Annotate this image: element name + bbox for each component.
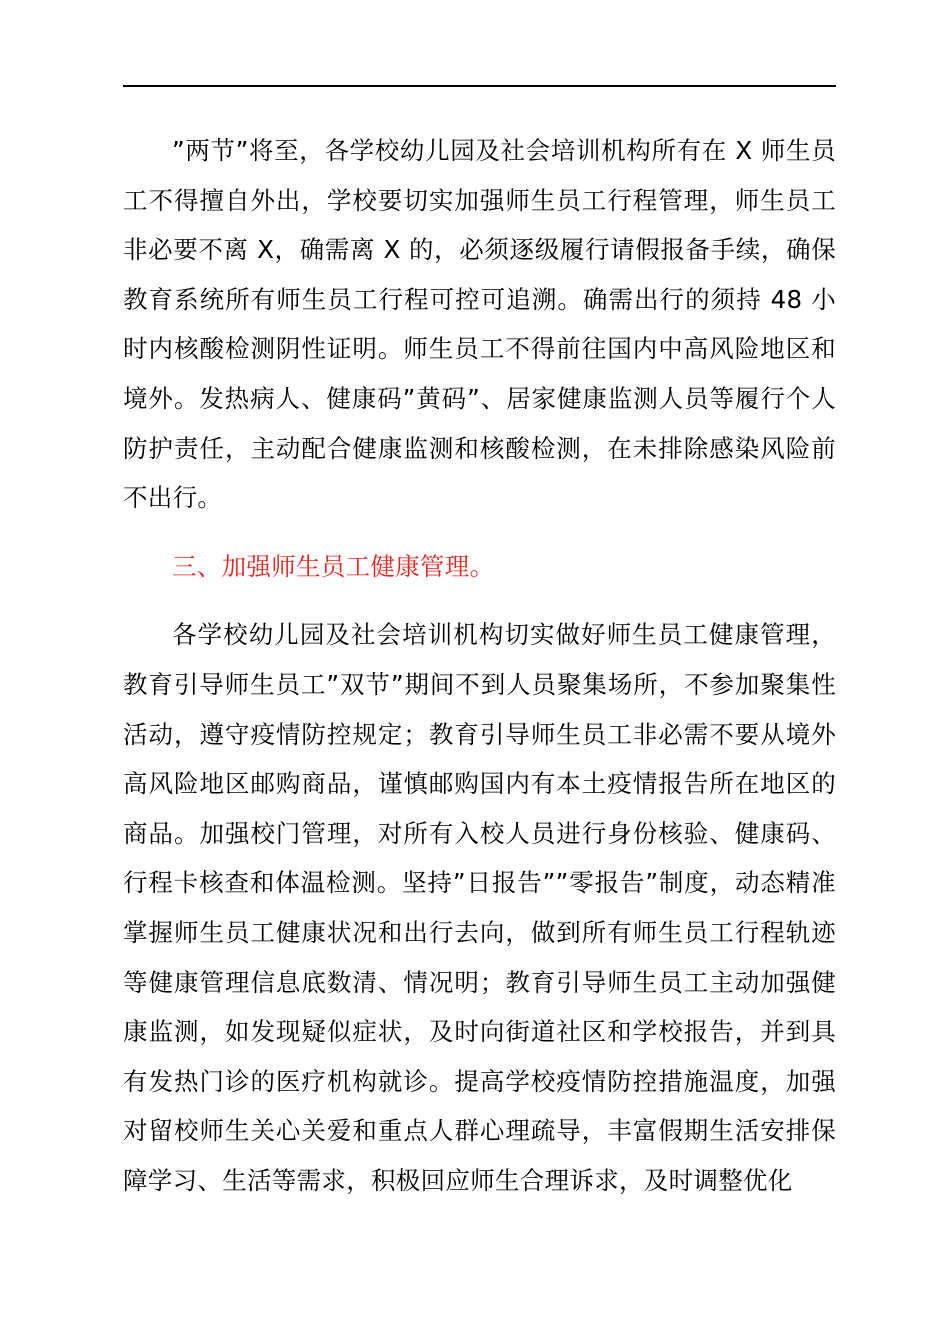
body-paragraph-2: 各学校幼儿园及社会培训机构切实做好师生员工健康管理，教育引导师生员工”双节”期间不到人员聚集场所，不参加聚集性活动，遵守疫情防控规定；教育引导师生员工非必需不要从境外高风险地区邮购商品，谨慎邮购国内有本土疫情报告所在地区的商品。加强校门管理，对所有入校人员进行身份核验、健康码、行程卡核查和体温检测。坚持”日报告””零报告”制度，动态精准掌握师生员工健康状况和出行去向，做到所有师生员工行程轨迹等健康管理信息底数清、情况明；教育引导师生员工主动加强健康监测，如发现疑似症状，及时向街道社区和学校报告，并到具有发热门诊的医疗机构就诊。提高学校疫情防控措施温度，加强对留校师生关心关爱和重点人群心理疏导，丰富假期生活安排保障学习、生活等需求，积极回应师生合理诉求，及时调整优化 xyxy=(123,620,836,1195)
body-paragraph-1: ”两节”将至，各学校幼儿园及社会培训机构所有在 X 师生员工不得擅自外出，学校要切实加强师生员工行程管理，师生员工非必要不离 X，确需离 X 的，必须逐级履行请假报备手续，确保教育系统所有师生员工行程可控可追溯。确需出行的须持 48 小时内核酸检测阴性证明。师生员工不得前往国内中高风险地区和境外。发热病人、健康码”黄码”、居家健康监测人员等履行个人防护责任，主动配合健康监测和核酸检测，在未排除感染风险前不出行。 xyxy=(123,136,836,513)
document-body xyxy=(123,126,836,1205)
header-rule xyxy=(123,85,836,87)
section-heading: 三、加强师生员工健康管理。 xyxy=(172,551,495,581)
